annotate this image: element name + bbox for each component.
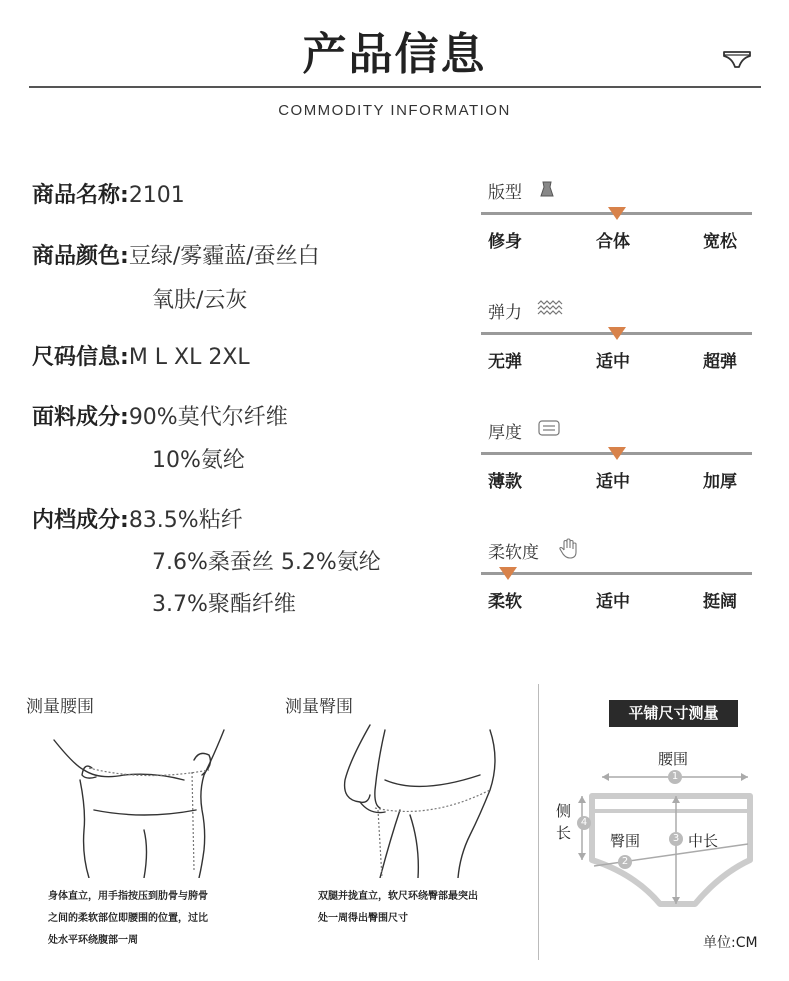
desc-line: 处水平环绕腹部一周 xyxy=(48,935,138,946)
spec-value: 3.7%聚酯纤维 xyxy=(152,592,296,617)
marker-4: 4 xyxy=(577,816,591,830)
spec-lining xyxy=(32,506,243,536)
waist-label: 腰围 xyxy=(658,750,689,768)
rating-option: 挺阔 xyxy=(703,592,737,612)
hand-icon xyxy=(558,538,578,560)
page-subtitle: COMMODITY INFORMATION xyxy=(278,102,511,119)
mid-length-label: 中长 xyxy=(688,832,719,850)
spec-size xyxy=(32,343,250,373)
flat-diagram xyxy=(570,764,762,919)
rating-option: 薄款 xyxy=(488,472,522,492)
marker-2: 2 xyxy=(618,855,632,869)
rating-marker xyxy=(499,567,517,580)
desc-line: 身体直立，用手指按压到肋骨与胯骨 xyxy=(48,891,208,902)
marker-3: 3 xyxy=(669,832,683,846)
rating-option: 修身 xyxy=(488,232,522,252)
spec-value: 豆绿/雾霾蓝/蚕丝白 xyxy=(128,244,320,269)
spec-fabric xyxy=(32,403,288,433)
page-title: 产品信息 xyxy=(302,29,487,80)
waist-measure-desc xyxy=(48,886,208,952)
rating-option: 适中 xyxy=(596,352,630,372)
spec-value: 83.5%粘纤 xyxy=(128,508,243,533)
dress-icon xyxy=(538,180,556,198)
rating-marker xyxy=(608,327,626,340)
hip-label: 臀围 xyxy=(610,832,641,850)
spec-label: 商品名称: xyxy=(32,183,129,208)
hip-measure-desc xyxy=(318,886,478,930)
spec-value: 氧肤/云灰 xyxy=(152,288,248,313)
spec-value: 90%莫代尔纤维 xyxy=(128,405,288,430)
rating-title: 弹力 xyxy=(488,303,522,323)
rating-option: 宽松 xyxy=(703,232,737,252)
spec-color xyxy=(32,242,320,272)
rating-option: 加厚 xyxy=(703,472,737,492)
rating-title: 版型 xyxy=(488,183,522,203)
spec-value: 10%氨纶 xyxy=(152,448,245,473)
hip-measure-title: 测量臀围 xyxy=(285,697,353,717)
rating-option: 合体 xyxy=(596,232,630,252)
rating-marker xyxy=(608,207,626,220)
waist-measure-title: 测量腰围 xyxy=(26,697,94,717)
spec-value: M L XL 2XL xyxy=(128,345,250,370)
desc-line: 处一周得出臀围尺寸 xyxy=(318,913,408,924)
spec-value: 2101 xyxy=(128,183,185,208)
title-divider xyxy=(29,86,761,88)
waist-measure-illustration xyxy=(44,720,244,878)
flat-measure-badge: 平铺尺寸测量 xyxy=(609,700,738,727)
rating-option: 无弹 xyxy=(488,352,522,372)
marker-1: 1 xyxy=(668,770,682,784)
spec-label: 内档成分: xyxy=(32,508,129,533)
spec-name xyxy=(32,181,185,211)
wave-icon xyxy=(536,298,566,318)
rating-marker xyxy=(608,447,626,460)
desc-line: 之间的柔软部位即腰围的位置，过比 xyxy=(48,913,208,924)
side-length-label: 长 xyxy=(556,824,572,842)
desc-line: 双腿并拢直立，软尺环绕臀部最突出 xyxy=(318,891,478,902)
rating-option: 适中 xyxy=(596,592,630,612)
rating-option: 柔软 xyxy=(488,592,522,612)
spec-label: 商品颜色: xyxy=(32,244,129,269)
hip-measure-illustration xyxy=(330,720,500,878)
spec-value: 7.6%桑蚕丝 5.2%氨纶 xyxy=(152,550,381,575)
rating-scale-line xyxy=(481,572,752,575)
rating-option: 超弹 xyxy=(703,352,737,372)
underwear-icon xyxy=(722,48,752,70)
rating-option: 适中 xyxy=(596,472,630,492)
spec-label: 面料成分: xyxy=(32,405,129,430)
unit-label: 单位:CM xyxy=(703,935,758,951)
rating-title: 厚度 xyxy=(488,423,522,443)
section-divider xyxy=(538,684,539,960)
layers-icon xyxy=(538,420,560,436)
spec-label: 尺码信息: xyxy=(32,345,129,370)
rating-title: 柔软度 xyxy=(488,543,539,563)
side-length-label: 侧 xyxy=(556,802,572,820)
